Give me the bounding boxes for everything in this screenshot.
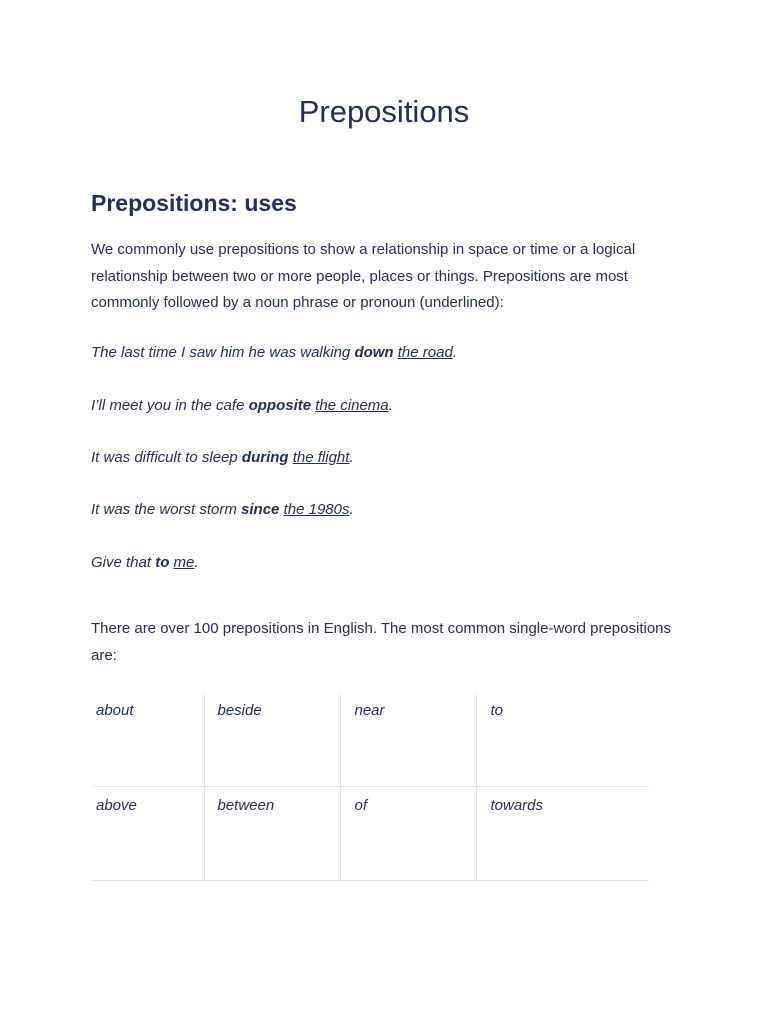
example-sentence [91,395,393,417]
example-object: the flight [292,449,350,466]
example-punctuation: . [349,449,354,466]
table-cell: about [91,692,204,786]
example-preposition: down [354,344,394,361]
section-heading: Prepositions: uses [91,190,297,216]
example-sentence [91,552,199,574]
example-preposition: to [155,554,170,571]
example-punctuation: . [388,397,393,414]
intro-paragraph: We commonly use prepositions to show a relationship in space or time or a logical relationship between two or more people, places or things. Prepositions are most commonly followed by a noun phrase or pronoun (underlined): [91,241,636,311]
example-punctuation: . [194,554,199,571]
example-punctuation: . [349,501,354,518]
prepositions-table [91,692,649,881]
example-text: It was difficult to sleep [91,449,242,466]
example-preposition: opposite [248,397,312,414]
example-object: the road [397,344,453,361]
example-sentence [91,342,457,364]
table-cell: above [91,786,204,880]
example-sentence [91,499,354,521]
table-cell: to [476,692,649,786]
example-text: Give that [91,554,156,571]
count-paragraph: There are over 100 prepositions in English. The most common single-word prepositions are: [91,620,672,664]
example-text: I’ll meet you in the cafe [91,397,249,414]
table-cell: beside [204,692,340,786]
table-cell: towards [476,786,649,880]
example-object: the 1980s [283,501,350,518]
table-row [91,692,649,786]
example-text: The last time I saw him he was walking [91,344,355,361]
table-cell: of [340,786,476,880]
example-object: me [173,554,195,571]
table-cell: near [340,692,476,786]
example-sentence [91,447,354,469]
table-cell: between [204,786,340,880]
example-text: It was the worst storm [91,501,242,518]
table-row [91,786,649,880]
page-title: Prepositions [298,94,470,129]
example-punctuation: . [452,344,457,361]
example-object: the cinema [315,397,389,414]
example-preposition: since [241,501,280,518]
example-preposition: during [241,449,289,466]
